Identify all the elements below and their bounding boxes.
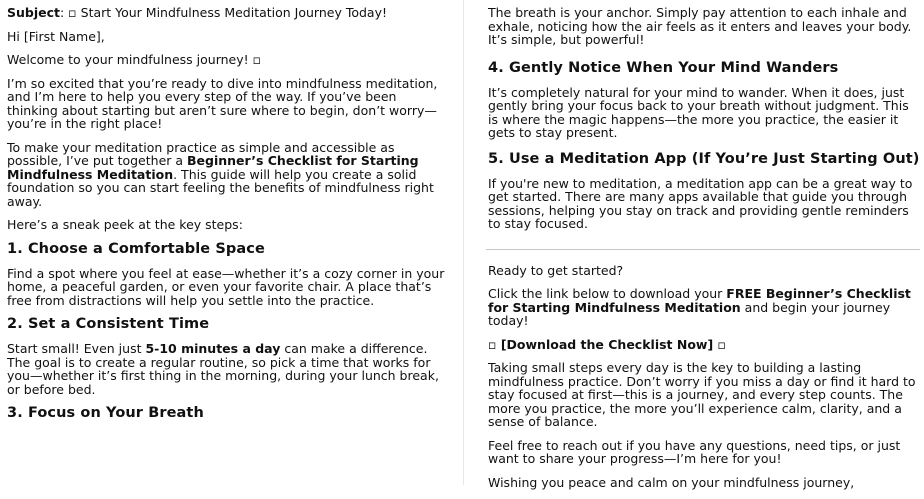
step2-text [7, 342, 445, 396]
step2-text-post: can make a difference. The goal is to create a regular routine, so pick a time that works for you—whether it’s first thing in the morning, during your lunch break, or before bed. [7, 341, 439, 397]
checklist-paragraph [7, 141, 445, 209]
intro-paragraph: I’m so excited that you’re ready to dive into mindfulness meditation, and I’m here to help you every step of the way. If you’ve been thinking about starting but aren’t sure where to begin, don’t worry—you’re in the right place! [7, 75, 438, 131]
cta-checklist-title: FREE Beginner’s Checklist for Starting Mindfulness Meditation [488, 286, 911, 315]
checklist-text-pre: To make your meditation practice as simple and accessible as possible, I’ve put together a [7, 139, 395, 168]
email-column-right [488, 6, 920, 499]
subject-label: Subject [7, 5, 60, 20]
ready-text: Ready to get started? [488, 262, 624, 278]
download-link-label[interactable]: ▫ [Download the Checklist Now] ▫ [488, 336, 727, 352]
step2-duration: 5-10 minutes a day [145, 341, 281, 356]
cta-text-post: and begin your journey today! [488, 299, 891, 328]
subject-text: : ▫ Start Your Mindfulness Meditation Journey Today! [60, 5, 388, 20]
cta-paragraph [488, 287, 920, 328]
step2-text-pre: Start small! Even just [7, 341, 146, 356]
step4-heading: 4. Gently Notice When Your Mind Wanders [488, 59, 839, 76]
closing-line: Wishing you peace and calm on your mindfulness journey, [488, 474, 855, 490]
step5-text: If you're new to meditation, a meditation app can be a great way to get started. There are many apps available that guide you through sessions, helping you stay on track and providing gentle reminders to stay focused. [488, 175, 913, 231]
greeting: Hi [First Name], [7, 28, 105, 44]
reach-out-paragraph: Feel free to reach out if you have any questions, need tips, or just want to share your progress—I’m here for you! [488, 437, 901, 466]
step2-heading: 2. Set a Consistent Time [7, 316, 210, 332]
sneak-peek-text: Here’s a sneak peek at the key steps: [7, 217, 243, 232]
step4-text: It’s completely natural for your mind to wander. When it does, just gently bring your focus back to your breath without judgment. This is where the magic happens—the more you practice, the easier it gets to stay present. [488, 84, 909, 140]
step1-heading: 1. Choose a Comfortable Space [7, 240, 265, 257]
step5-heading: 5. Use a Meditation App (If You’re Just Starting Out) [488, 150, 920, 167]
step1-text: Find a spot where you feel at ease—whether it’s a cozy corner in your home, a peaceful garden, or even your favorite chair. A place that’s free from distractions will help you settle into the practice. [7, 265, 445, 308]
checklist-text-post: . This guide will help you create a solid foundation so you can start feeling the benefits of mindfulness right away. [7, 166, 434, 209]
small-steps-paragraph: Taking small steps every day is the key to building a lasting mindfulness practice. Don’t worry if you miss a day or find it hard to stay focused at first—this is a journey, and every step counts. The more you practice, the more you’ll experience calm, clarity, and a sense of balance. [488, 360, 916, 429]
download-checklist-link[interactable] [488, 338, 920, 352]
email-column-left [7, 6, 445, 431]
cta-text-pre: Click the link below to download your [488, 286, 727, 301]
column-divider [463, 0, 464, 485]
breath-paragraph: The breath is your anchor. Simply pay attention to each inhale and exhale, noticing how the air feels as it enters and leaves your body. It’s simple, but powerful! [488, 5, 912, 47]
step3-heading: 3. Focus on Your Breath [7, 405, 204, 421]
checklist-title: Beginner’s Checklist for Starting Mindfulness Meditation [7, 153, 419, 182]
welcome-text: Welcome to your mindfulness journey! ▫ [7, 52, 262, 67]
subject-line [7, 6, 445, 20]
section-divider [486, 249, 920, 250]
